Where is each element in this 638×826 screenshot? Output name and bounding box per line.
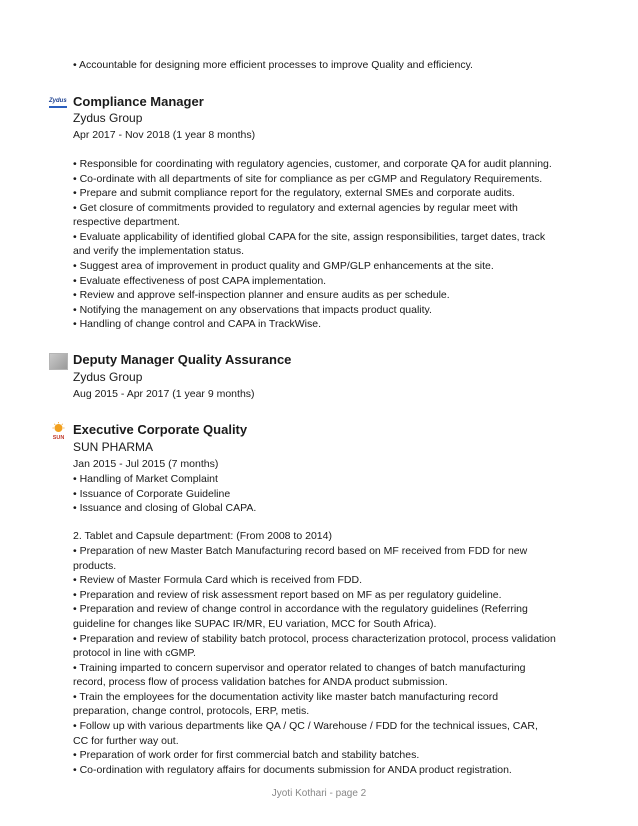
zydus-logo-icon: Zydus: [49, 97, 68, 114]
job3-line: • Follow up with various departments like QA / QC / Warehouse / FDD for the technical issues, CAR,: [73, 720, 538, 732]
job3-line: • Issuance and closing of Global CAPA.: [73, 502, 257, 514]
job1-line: • Responsible for coordinating with regulatory agencies, customer, and corporate QA for audit planning.: [73, 158, 552, 170]
job3-line: guideline for changes like SUPAC IR/MR, EU variation, MCC for South Africa).: [73, 618, 437, 630]
job3-line: • Preparation and review of change control in accordance with the regulatory guidelines (Referring: [73, 603, 528, 615]
job1-line: • Notifying the management on any observations that impacts product quality.: [73, 304, 432, 316]
job1-line: • Evaluate applicability of identified global CAPA for the site, assign responsibilities, target dates, track: [73, 231, 546, 243]
sun-pharma-logo-icon: [49, 422, 68, 439]
job1-line: • Review and approve self-inspection planner and ensure audits as per schedule.: [73, 289, 450, 301]
job2-company: Zydus Group: [73, 370, 143, 384]
job3-line: • Review of Master Formula Card which is received from FDD.: [73, 574, 363, 586]
job1-line: • Get closure of commitments provided to regulatory and external agencies by regular meet with: [73, 202, 518, 214]
page-footer: Jyoti Kothari - page 2: [271, 788, 367, 799]
job1-line: respective department.: [73, 216, 180, 228]
job1-line: • Co-ordinate with all departments of site for compliance as per cGMP and Regulatory Requirements.: [73, 173, 543, 185]
svg-text:SUN: SUN: [52, 435, 65, 441]
company-placeholder-icon: [49, 353, 68, 370]
job1-dates: Apr 2017 - Nov 2018 (1 year 8 months): [73, 129, 256, 141]
job1-line: • Evaluate effectiveness of post CAPA implementation.: [73, 275, 327, 287]
job3-line: • Co-ordination with regulatory affairs for documents submission for ANDA product registration.: [73, 764, 512, 776]
job2-dates: Aug 2015 - Apr 2017 (1 year 9 months): [73, 388, 255, 400]
job3-line: protocol in line with cGMP.: [73, 647, 196, 659]
job1-title: Compliance Manager: [73, 94, 204, 109]
job3-line: record, process flow of process validation batches for ANDA product submission.: [73, 676, 448, 688]
job3-line: • Handling of Market Complaint: [73, 473, 218, 485]
job3-line: products.: [73, 560, 117, 572]
job3-line: preparation, change control, protocols, ERP, metis.: [73, 705, 310, 717]
job1-line: and verify the implementation status.: [73, 245, 245, 257]
job3-company: SUN PHARMA: [73, 440, 154, 454]
job1-line: • Prepare and submit compliance report for the regulatory, external SMEs and corporate audits.: [73, 187, 515, 199]
job3-line: 2. Tablet and Capsule department: (From 2008 to 2014): [73, 530, 332, 542]
job3-line: CC for further way out.: [73, 735, 179, 747]
job1-line: • Suggest area of improvement in product quality and GMP/GLP enhancements at the site.: [73, 260, 494, 272]
job3-line: • Training imparted to concern supervisor and operator related to changes of batch manufacturing: [73, 662, 526, 674]
top-bullet: • Accountable for designing more efficient processes to improve Quality and efficiency.: [73, 59, 473, 71]
job3-line: • Train the employees for the documentation activity like master batch manufacturing record: [73, 691, 499, 703]
job3-line: • Preparation and review of stability batch protocol, process characterization protocol, process validation: [73, 633, 556, 645]
job3-title: Executive Corporate Quality: [73, 422, 248, 437]
job1-company: Zydus Group: [73, 111, 143, 125]
job3-dates: Jan 2015 - Jul 2015 (7 months): [73, 458, 219, 470]
job2-title: Deputy Manager Quality Assurance: [73, 352, 292, 367]
job3-line: • Issuance of Corporate Guideline: [73, 488, 231, 500]
job3-line: • Preparation of new Master Batch Manufacturing record based on MF received from FDD for new: [73, 545, 528, 557]
job1-line: • Handling of change control and CAPA in TrackWise.: [73, 318, 322, 330]
job3-line: • Preparation and review of risk assessment report based on MF as per regulatory guideline.: [73, 589, 502, 601]
job3-line: • Preparation of work order for first commercial batch and stability batches.: [73, 749, 420, 761]
